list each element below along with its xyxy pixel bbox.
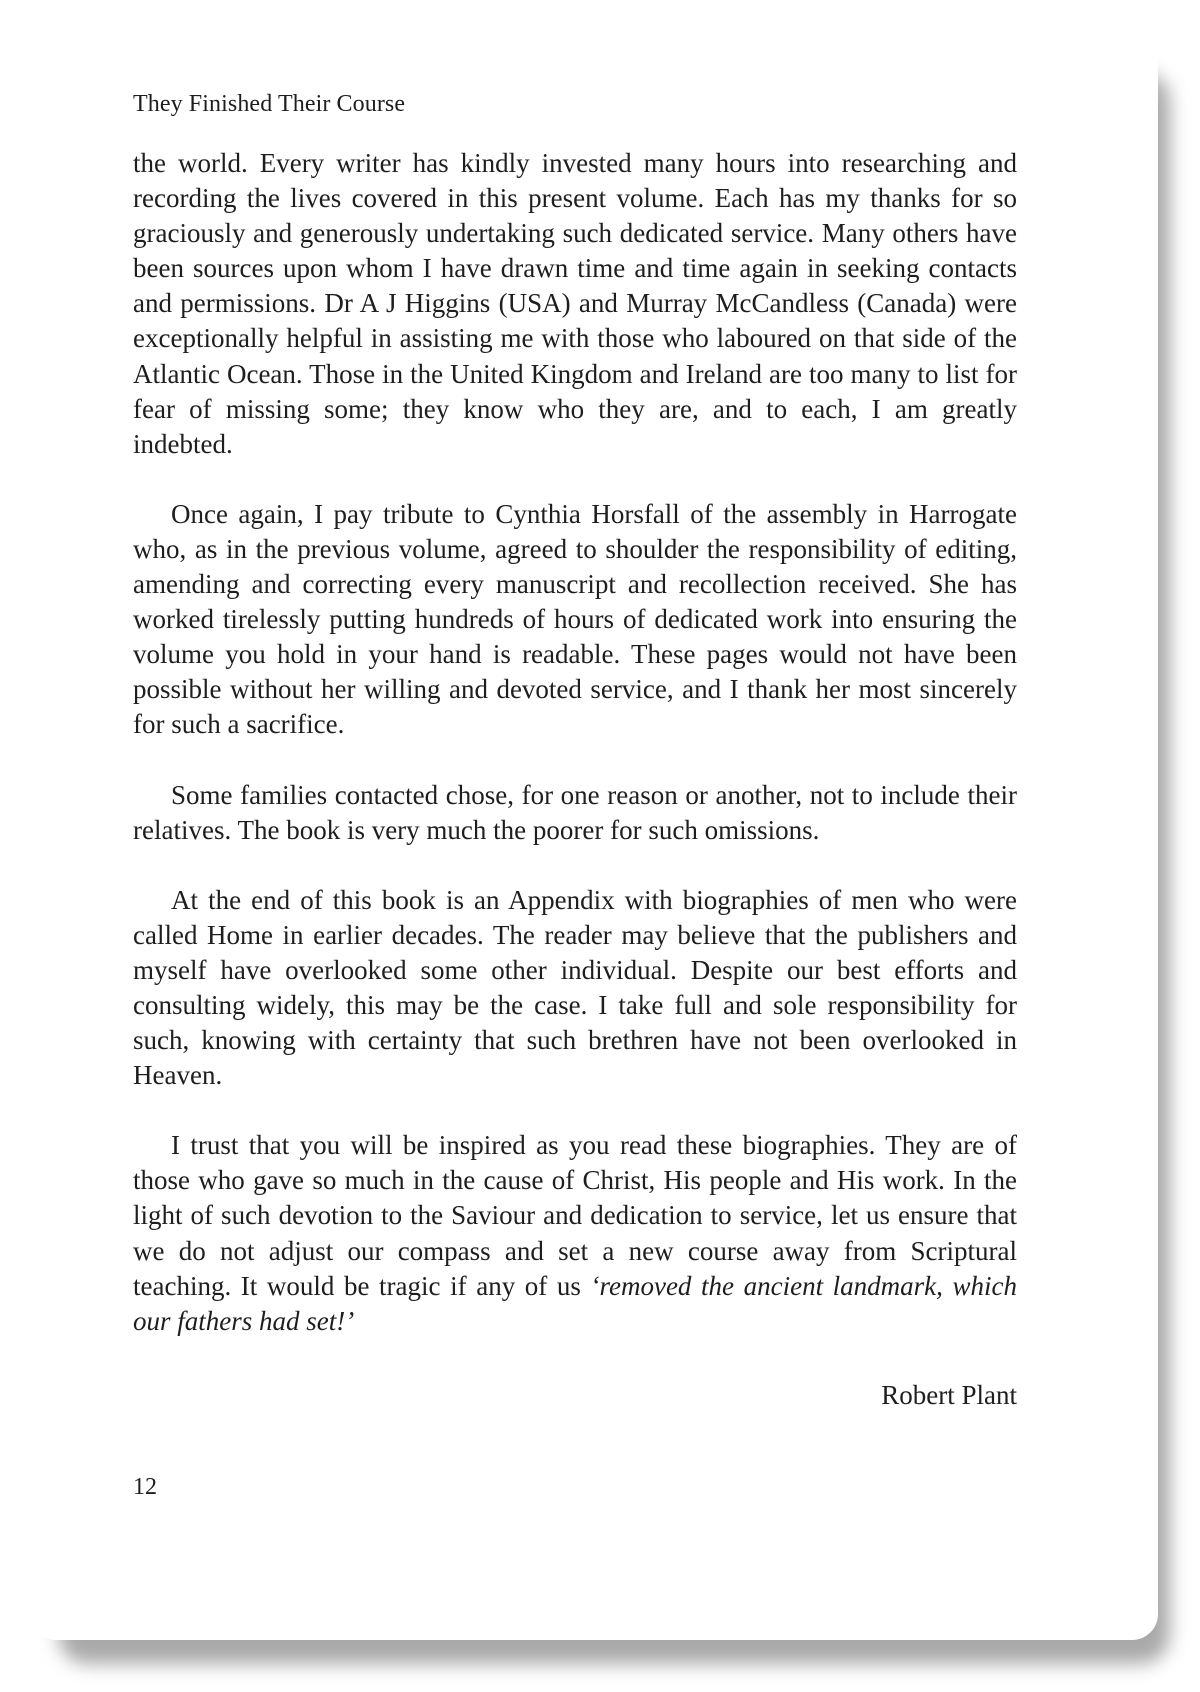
scripture-quote: ‘removed the ancient landmark, which our fathers had set!’ [133,1270,1018,1336]
paragraph: At the end of this book is an Appendix with biographies of men who were called Home in earlier decades. The reader may believe that the publishers and myself have overlooked some other individual. Despite our best efforts and consulting widely, this may be the case. I take full and sole responsibility for such, knowing with certainty that such brethren have not been overlooked in Heaven. [133,884,1017,1091]
final-paragraph-text: I trust that you will be inspired as you read these biographies. They are of those who gave so much in the cause of Christ, His people and His work. In the light of such devotion to the Saviour and dedication to service, let us ensure that we do not adjust our compass and set a new course away from Scriptural teaching. It would be tragic if any of us [133,1130,1017,1301]
paragraph: Once again, I pay tribute to Cynthia Horsfall of the assembly in Harrogate who, as in the previous volume, agreed to shoulder the responsibility of editing, amending and correcting every manuscript and recollection received. She has worked tirelessly putting hundreds of hours of dedicated work into ensuring the volume you hold in your hand is readable. These pages would not have been possible without her willing and devoted service, and I thank her most sincerely for such a sacrifice. [133,498,1017,740]
final-paragraph [133,1128,1017,1339]
author-signature: Robert Plant [881,1380,1017,1410]
body-text [133,146,1017,1339]
running-head: They Finished Their Course [133,91,406,117]
page-number: 12 [133,1474,157,1500]
paragraph: the world. Every writer has kindly invested many hours into researching and recording the lives covered in this present volume. Each has my thanks for so graciously and generously undertaking such dedicated service. Many others have been sources upon whom I have drawn time and time again in seeking contacts and permissions. Dr A J Higgins (USA) and Murray McCandless (Canada) were exceptionally helpful in assisting me with those who laboured on that side of the Atlantic Ocean. Those in the United Kingdom and Ireland are too many to list for fear of missing some; they know who they are, and to each, I am greatly indebted. [133,148,1017,459]
paragraph: Some families contacted chose, for one reason or another, not to include their relatives. The book is very much the poorer for such omissions. [133,779,1017,845]
